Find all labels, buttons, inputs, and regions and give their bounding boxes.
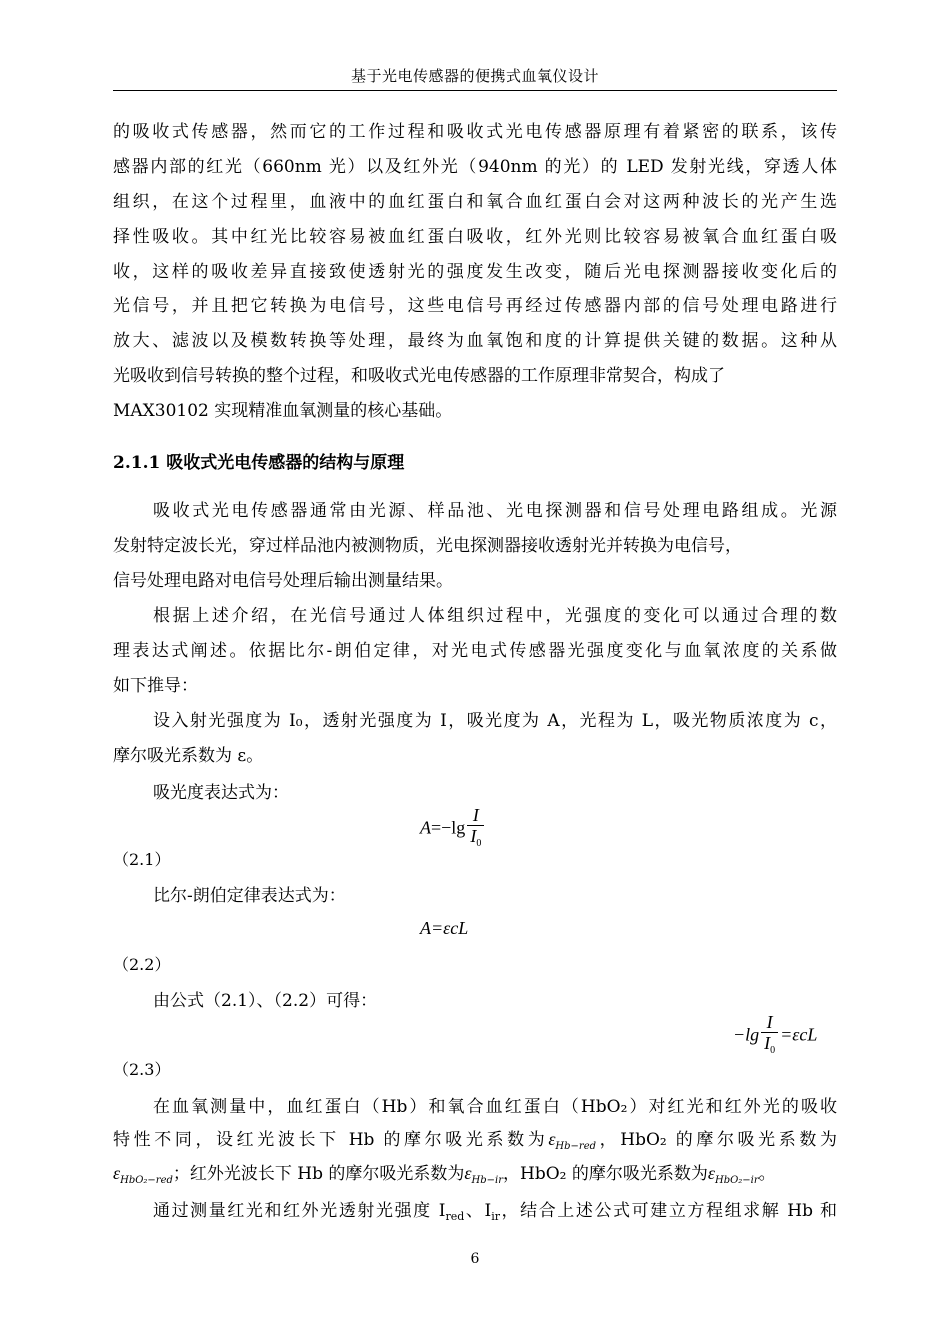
- para2-line: 吸收式光电传感器通常由光源、样品池、光电探测器和信号处理电路组成。光源: [153, 501, 837, 521]
- para1-line: MAX30102 实现精准血氧测量的核心基础。: [113, 401, 453, 421]
- para5-line: 在血氧测量中，血红蛋白（Hb）和氧合血红蛋白（HbO₂）对红光和红外光的吸收: [153, 1097, 837, 1117]
- eq3-denominator: [761, 1033, 778, 1061]
- page-header: 基于光电传感器的便携式血氧仪设计: [350, 67, 599, 85]
- page-number: 6: [470, 1251, 480, 1267]
- eq3-den-base: I: [764, 1033, 771, 1053]
- para1-line: 的吸收式传感器，然而它的工作过程和吸收式光电传感器原理有着紧密的联系，该传: [113, 122, 837, 142]
- eq3-rhs: =εcL: [780, 1024, 818, 1045]
- para2-line: 发射特定波长光，穿过样品池内被测物质，光电探测器接收透射光并转换为电信号，: [113, 536, 742, 556]
- eq1-op: =−lg: [431, 817, 466, 838]
- equation-number: （2.3）: [113, 1060, 171, 1079]
- para5-text: 。: [758, 1164, 776, 1184]
- eq2-intro: 比尔-朗伯定律表达式为：: [153, 886, 346, 906]
- para6-text: 、I: [464, 1201, 492, 1221]
- epsilon-subscript: Hb−red: [555, 1141, 597, 1152]
- eq1-intro: 吸光度表达式为：: [153, 783, 289, 803]
- para6-text: ，结合上述公式可建立方程组求解 Hb 和: [499, 1201, 838, 1221]
- eq1-lhs: A: [420, 817, 431, 838]
- para1-line: 光吸收到信号转换的整个过程，和吸收式光电传感器的工作原理非常契合，构成了: [113, 366, 725, 386]
- para5-text: ；红外光波长下 Hb 的摩尔吸光系数为: [172, 1164, 465, 1184]
- eq3-numerator: I: [761, 1012, 778, 1033]
- equation-number: （2.1）: [113, 850, 171, 869]
- epsilon-symbol: ε: [548, 1129, 556, 1149]
- para6-subscript: ir: [491, 1210, 500, 1223]
- para4-line: 摩尔吸光系数为 ε。: [113, 746, 264, 766]
- epsilon-subscript: Hb−ir: [471, 1175, 503, 1186]
- eq1-den-sub: 0: [476, 838, 482, 849]
- para5-text: 特性不同，设红光波长下 Hb 的摩尔吸光系数为: [113, 1130, 549, 1150]
- eq3-prefix: −lg: [733, 1024, 760, 1045]
- epsilon-symbol: ε: [464, 1163, 472, 1183]
- header-rule: [113, 90, 837, 91]
- epsilon-subscript: HbO₂−ir: [714, 1175, 759, 1186]
- epsilon-symbol: ε: [113, 1163, 121, 1183]
- equation-2-2: A=εcL: [420, 918, 469, 938]
- para4-line: 设入射光强度为 I₀，透射光强度为 I，吸光度为 A，光程为 L，吸光物质浓度为 c，: [153, 711, 837, 731]
- epsilon-symbol: ε: [707, 1163, 715, 1183]
- section-heading: 2.1.1 吸收式光电传感器的结构与原理: [113, 453, 405, 473]
- equation-number: （2.2）: [113, 955, 171, 974]
- para1-line: 放大、滤波以及模数转换等处理，最终为血氧饱和度的计算提供关键的数据。这种从: [113, 331, 837, 351]
- para1-line: 收，这样的吸收差异直接致使透射光的强度发生改变，随后光电探测器接收变化后的: [113, 262, 837, 282]
- eq3-den-sub: 0: [770, 1045, 776, 1056]
- eq1-den-base: I: [470, 826, 477, 846]
- para5-line: [113, 1160, 837, 1194]
- eq1-numerator: I: [467, 805, 484, 826]
- para1-line: 感器内部的红光（660nm 光）以及红外光（940nm 的光）的 LED 发射光线，穿透人体: [113, 157, 837, 177]
- equation-2-3: [733, 1012, 817, 1061]
- equation-2-1: [420, 805, 486, 854]
- epsilon-subscript: HbO₂−red: [120, 1175, 173, 1186]
- para5-line: [113, 1126, 837, 1160]
- para2-line: 信号处理电路对电信号处理后输出测量结果。: [113, 571, 453, 591]
- para6-line: [113, 1198, 837, 1230]
- para1-line: 择性吸收。其中红光比较容易被血红蛋白吸收，红外光则比较容易被氧合血红蛋白吸: [113, 227, 837, 247]
- eq1-fraction: [467, 805, 484, 854]
- para5-text: ，HbO₂ 的摩尔吸光系数为: [503, 1164, 708, 1184]
- para6-text: 通过测量红光和红外光透射光强度 I: [153, 1201, 446, 1221]
- para1-line: 光信号，并且把它转换为电信号，这些电信号再经过传感器内部的信号处理电路进行: [113, 296, 837, 316]
- para6-subscript: red: [445, 1210, 465, 1223]
- para3-line: 如下推导：: [113, 676, 198, 696]
- para5-text: ，HbO₂ 的摩尔吸光系数为: [596, 1130, 837, 1150]
- para3-line: 理表达式阐述。依据比尔-朗伯定律，对光电式传感器光强度变化与血氧浓度的关系做: [113, 641, 837, 661]
- para1-line: 组织，在这个过程里，血液中的血红蛋白和氧合血红蛋白会对这两种波长的光产生选: [113, 192, 837, 212]
- eq3-fraction: [761, 1012, 778, 1061]
- eq1-denominator: [467, 826, 484, 854]
- eq3-intro: 由公式（2.1）、（2.2）可得：: [153, 991, 378, 1011]
- para3-line: 根据上述介绍，在光信号通过人体组织过程中，光强度的变化可以通过合理的数: [153, 606, 837, 626]
